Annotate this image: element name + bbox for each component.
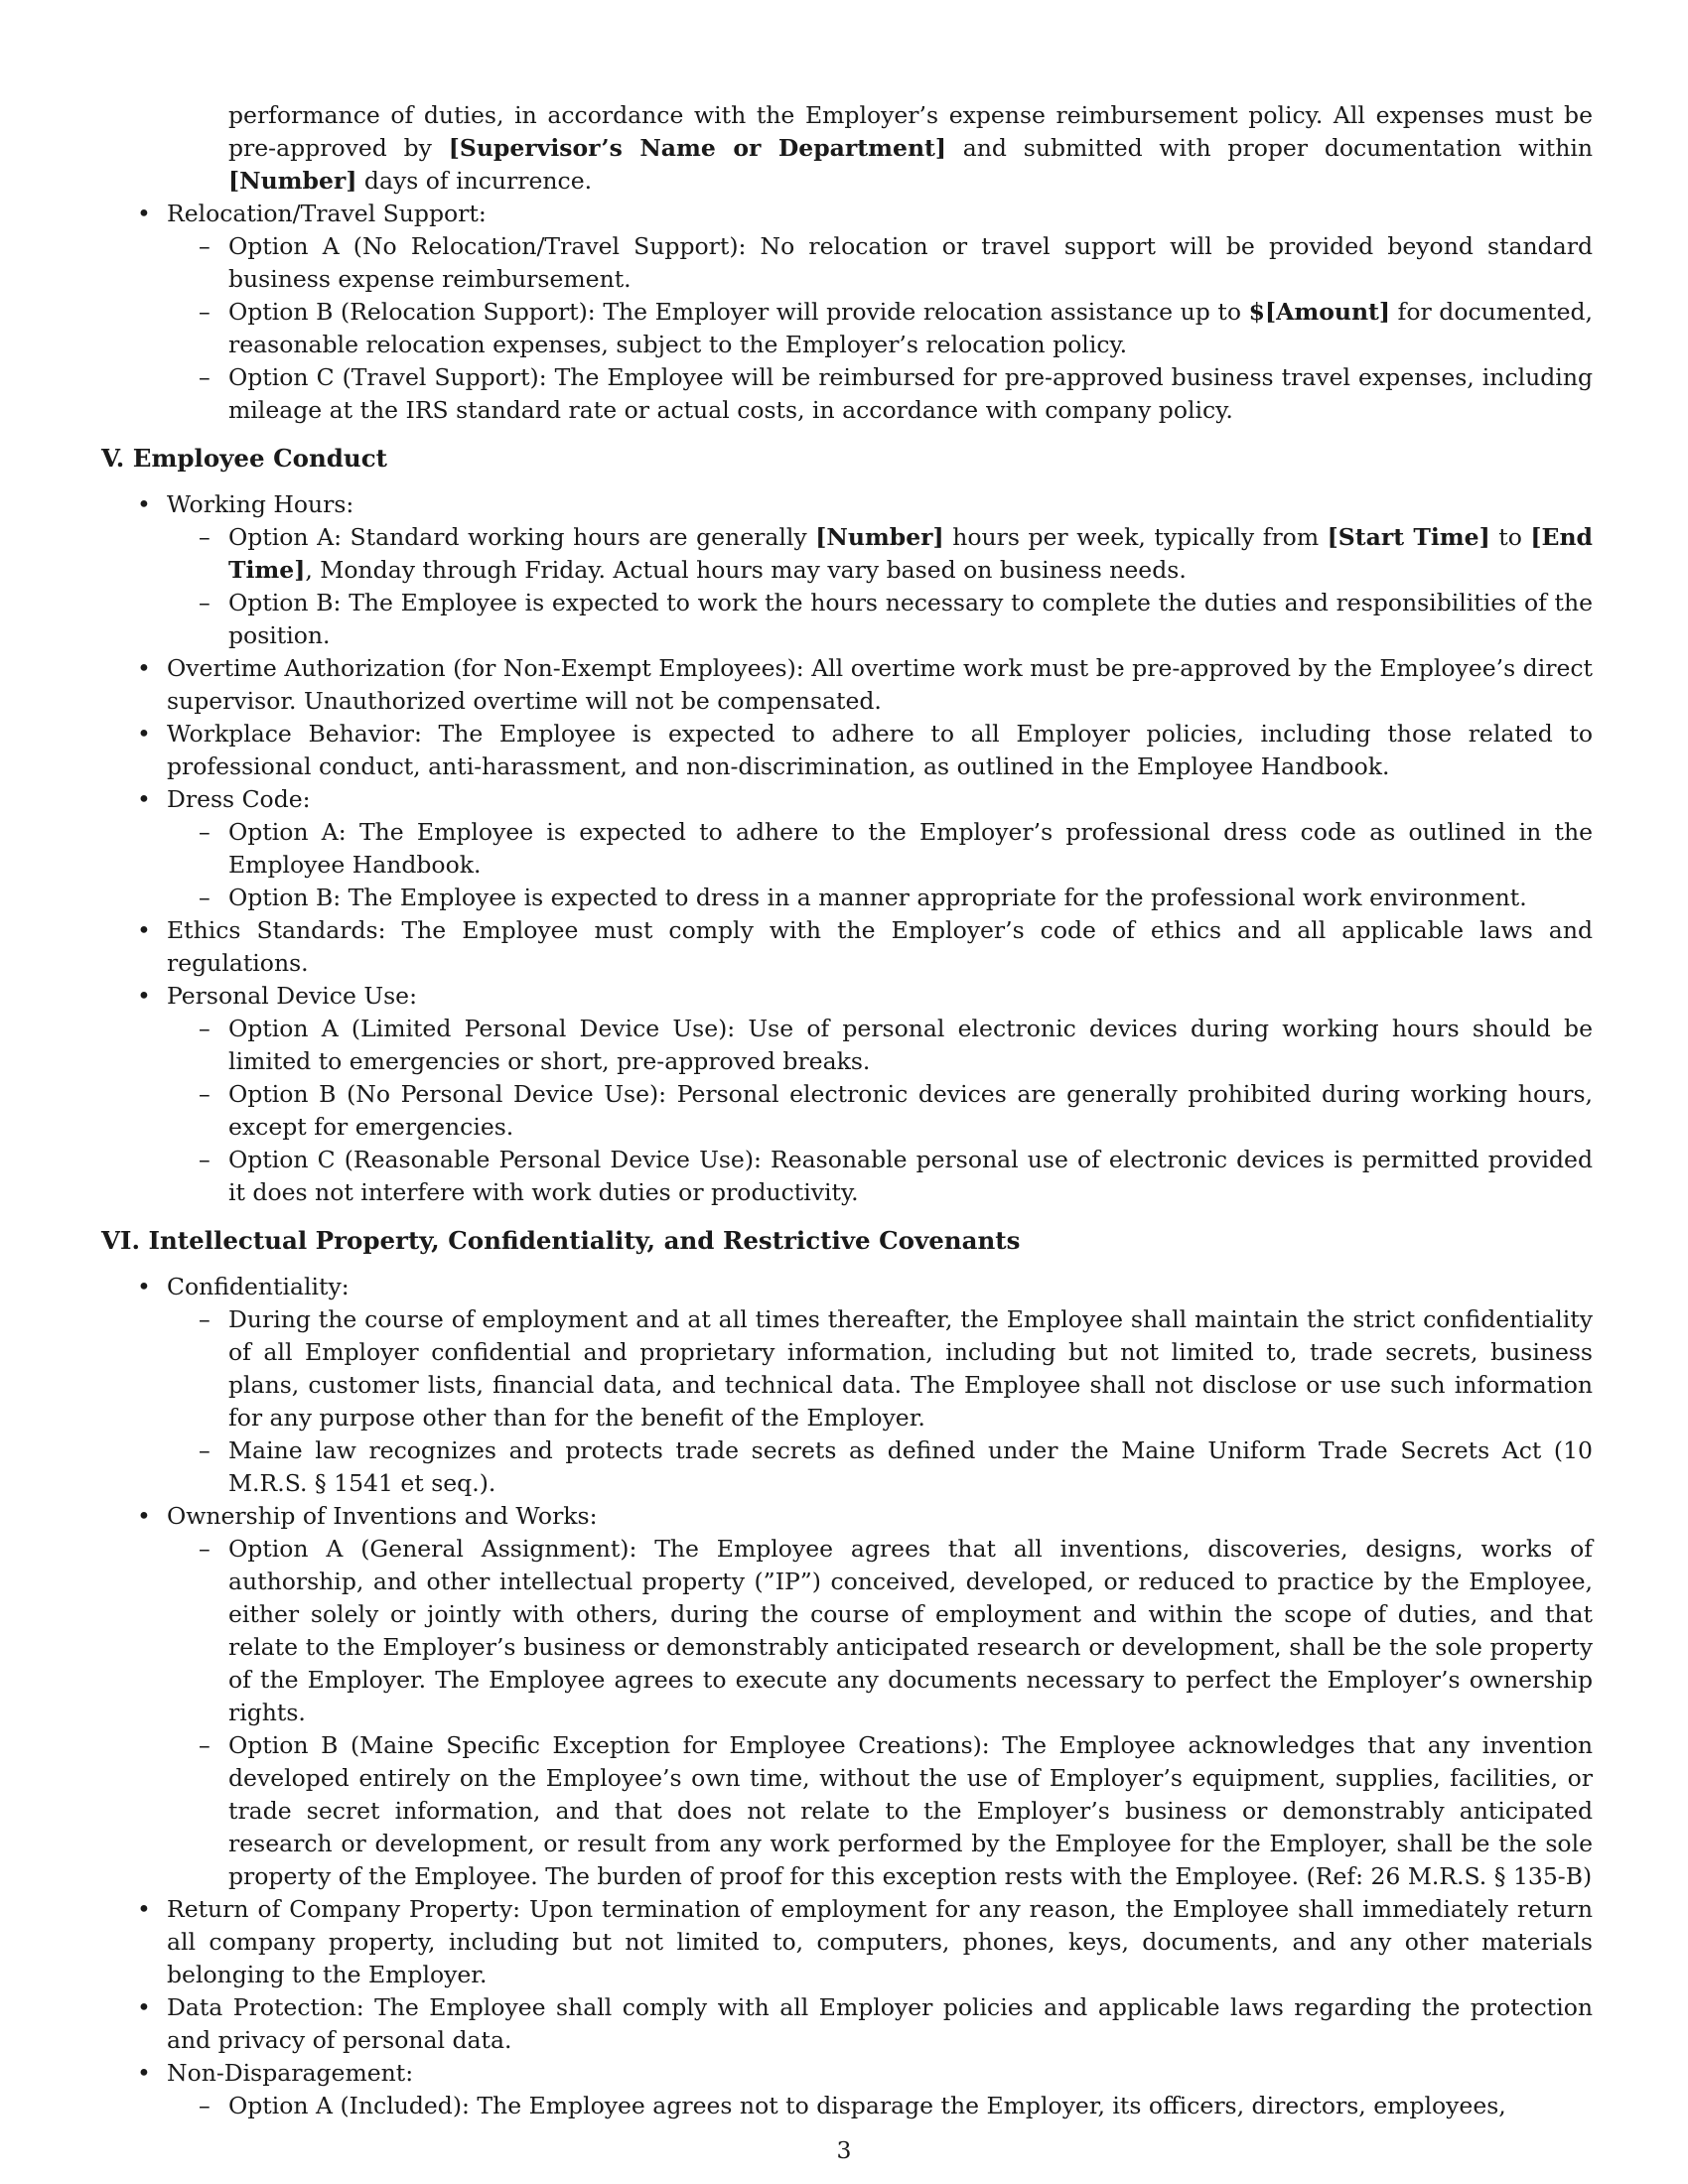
intro-text: and submitted with proper documentation within <box>946 134 1593 162</box>
intro-text: days of incurrence. <box>356 167 593 195</box>
list-item-relocation <box>101 198 1593 427</box>
relocation-option-b: – Option B (Relocation Support): The Employer will provide relocation assistance up to $[Amount] for documented, reasonable relocation expenses, subject to the Employer’s relocation policy. <box>167 296 1593 361</box>
working-hours-option-b: – Option B: The Employee is expected to work the hours necessary to complete the duties and responsibilities of the position. <box>167 587 1593 652</box>
relocation-options <box>167 230 1593 427</box>
list-item-return-property: • Return of Company Property: Upon termination of employment for any reason, the Employee shall immediately return all company property, including but not limited to, computers, phones, keys, documents, and any other materials belonging to the Employer. <box>101 1893 1593 1991</box>
employee-conduct-list <box>101 488 1593 1209</box>
relocation-option-a: – Option A (No Relocation/Travel Support): No relocation or travel support will be provided beyond standard business expense reimbursement. <box>167 230 1593 296</box>
non-disparagement-label: Non-Disparagement: <box>167 2059 414 2087</box>
personal-device-option-a: – Option A (Limited Personal Device Use): Use of personal electronic devices during working hours should be limited to emergencies or short, pre-approved breaks. <box>167 1013 1593 1078</box>
non-disparagement-options <box>167 2090 1593 2122</box>
ownership-option-a: – Option A (General Assignment): The Employee agrees that all inventions, discoveries, designs, works of authorship, and other intellectual property (”IP”) conceived, developed, or reduced to practice by the Employee, either solely or jointly with others, during the course of employment and within the scope of duties, and that relate to the Employer’s business or demonstrably anticipated research or development, shall be the sole property of the Employer. The Employee agrees to execute any documents necessary to perfect the Employer’s ownership rights. <box>167 1533 1593 1729</box>
placeholder-number: [Number] <box>228 167 357 195</box>
placeholder-number: [Number] <box>815 523 944 551</box>
placeholder-amount: $[Amount] <box>1248 298 1391 326</box>
personal-device-label: Personal Device Use: <box>167 982 418 1010</box>
ownership-option-b: – Option B (Maine Specific Exception for Employee Creations): The Employee acknowledges that any invention developed entirely on the Employee’s own time, without the use of Employer’s equipment, supplies, facilities, or trade secret information, and that does not relate to the Employer’s business or demonstrably anticipated research or development, or result from any work performed by the Employee for the Employer, shall be the sole property of the Employee. The burden of proof for this exception rests with the Employee. (Ref: 26 M.R.S. § 135-B) <box>167 1729 1593 1893</box>
non-disparagement-option-a: – Option A (Included): The Employee agrees not to disparage the Employer, its officers, directors, employees, <box>167 2090 1593 2122</box>
list-item-non-disparagement <box>101 2057 1593 2122</box>
dress-code-label: Dress Code: <box>167 785 311 813</box>
intellectual-property-list <box>101 1271 1593 2122</box>
confidentiality-item: – During the course of employment and at all times thereafter, the Employee shall maintain the strict confidentiality of all Employer confidential and proprietary information, including but not limited to, trade secrets, business plans, customer lists, financial data, and technical data. The Employee shall not disclose or use such information for any purpose other than for the benefit of the Employer. <box>167 1303 1593 1434</box>
working-hours-options <box>167 521 1593 652</box>
list-item-working-hours <box>101 488 1593 652</box>
personal-device-options <box>167 1013 1593 1209</box>
list-item-personal-device <box>101 980 1593 1209</box>
relocation-label: Relocation/Travel Support: <box>167 200 487 227</box>
intro-text: performance of duties, in accordance with the Employer’s expense reimbursement policy. All expenses must be pre-approved by <box>228 101 1593 162</box>
placeholder-end-time: [End Time] <box>228 523 1593 584</box>
confidentiality-label: Confidentiality: <box>167 1273 350 1300</box>
list-item-ownership <box>101 1500 1593 1893</box>
ownership-label: Ownership of Inventions and Works: <box>167 1502 598 1530</box>
dress-code-option-b: – Option B: The Employee is expected to dress in a manner appropriate for the professional work environment. <box>167 882 1593 914</box>
section-heading-intellectual-property: VI. Intellectual Property, Confidentiality, and Restrictive Covenants <box>101 1226 1021 1255</box>
relocation-list <box>101 198 1593 427</box>
list-item-dress-code <box>101 783 1593 914</box>
list-item-data-protection: • Data Protection: The Employee shall comply with all Employer policies and applicable laws regarding the protection and privacy of personal data. <box>101 1991 1593 2057</box>
dress-code-option-a: – Option A: The Employee is expected to adhere to the Employer’s professional dress code as outlined in the Employee Handbook. <box>167 816 1593 882</box>
document-page <box>101 99 1593 2122</box>
dress-code-options <box>167 816 1593 914</box>
personal-device-option-b: – Option B (No Personal Device Use): Personal electronic devices are generally prohibited during working hours, except for emergencies. <box>167 1078 1593 1144</box>
placeholder-start-time: [Start Time] <box>1327 523 1490 551</box>
list-item-overtime: • Overtime Authorization (for Non-Exempt Employees): All overtime work must be pre-approved by the Employee’s direct supervisor. Unauthorized overtime will not be compensated. <box>101 652 1593 718</box>
confidentiality-items <box>167 1303 1593 1500</box>
working-hours-option-a: – Option A: Standard working hours are generally [Number] hours per week, typically from [Start Time] to [End Time], Monday through Friday. Actual hours may vary based on business needs. <box>167 521 1593 587</box>
list-item-workplace-behavior: • Workplace Behavior: The Employee is expected to adhere to all Employer policies, including those related to professional conduct, anti-harassment, and non-discrimination, as outlined in the Employee Handbook. <box>101 718 1593 783</box>
personal-device-option-c: – Option C (Reasonable Personal Device Use): Reasonable personal use of electronic devices is permitted provided it does not interfere with work duties or productivity. <box>167 1144 1593 1209</box>
intro-paragraph <box>228 99 1593 198</box>
section-heading-employee-conduct: V. Employee Conduct <box>101 444 387 473</box>
relocation-option-c: – Option C (Travel Support): The Employee will be reimbursed for pre-approved business travel expenses, including mileage at the IRS standard rate or actual costs, in accordance with company policy. <box>167 361 1593 427</box>
ownership-options <box>167 1533 1593 1893</box>
page-number: 3 <box>836 2136 852 2164</box>
placeholder-supervisor: [Supervisor’s Name or Department] <box>448 134 946 162</box>
working-hours-label: Working Hours: <box>167 490 354 518</box>
list-item-confidentiality <box>101 1271 1593 1500</box>
confidentiality-item: – Maine law recognizes and protects trade secrets as defined under the Maine Uniform Trade Secrets Act (10 M.R.S. § 1541 et seq.). <box>167 1434 1593 1500</box>
list-item-ethics: • Ethics Standards: The Employee must comply with the Employer’s code of ethics and all applicable laws and regulations. <box>101 914 1593 980</box>
